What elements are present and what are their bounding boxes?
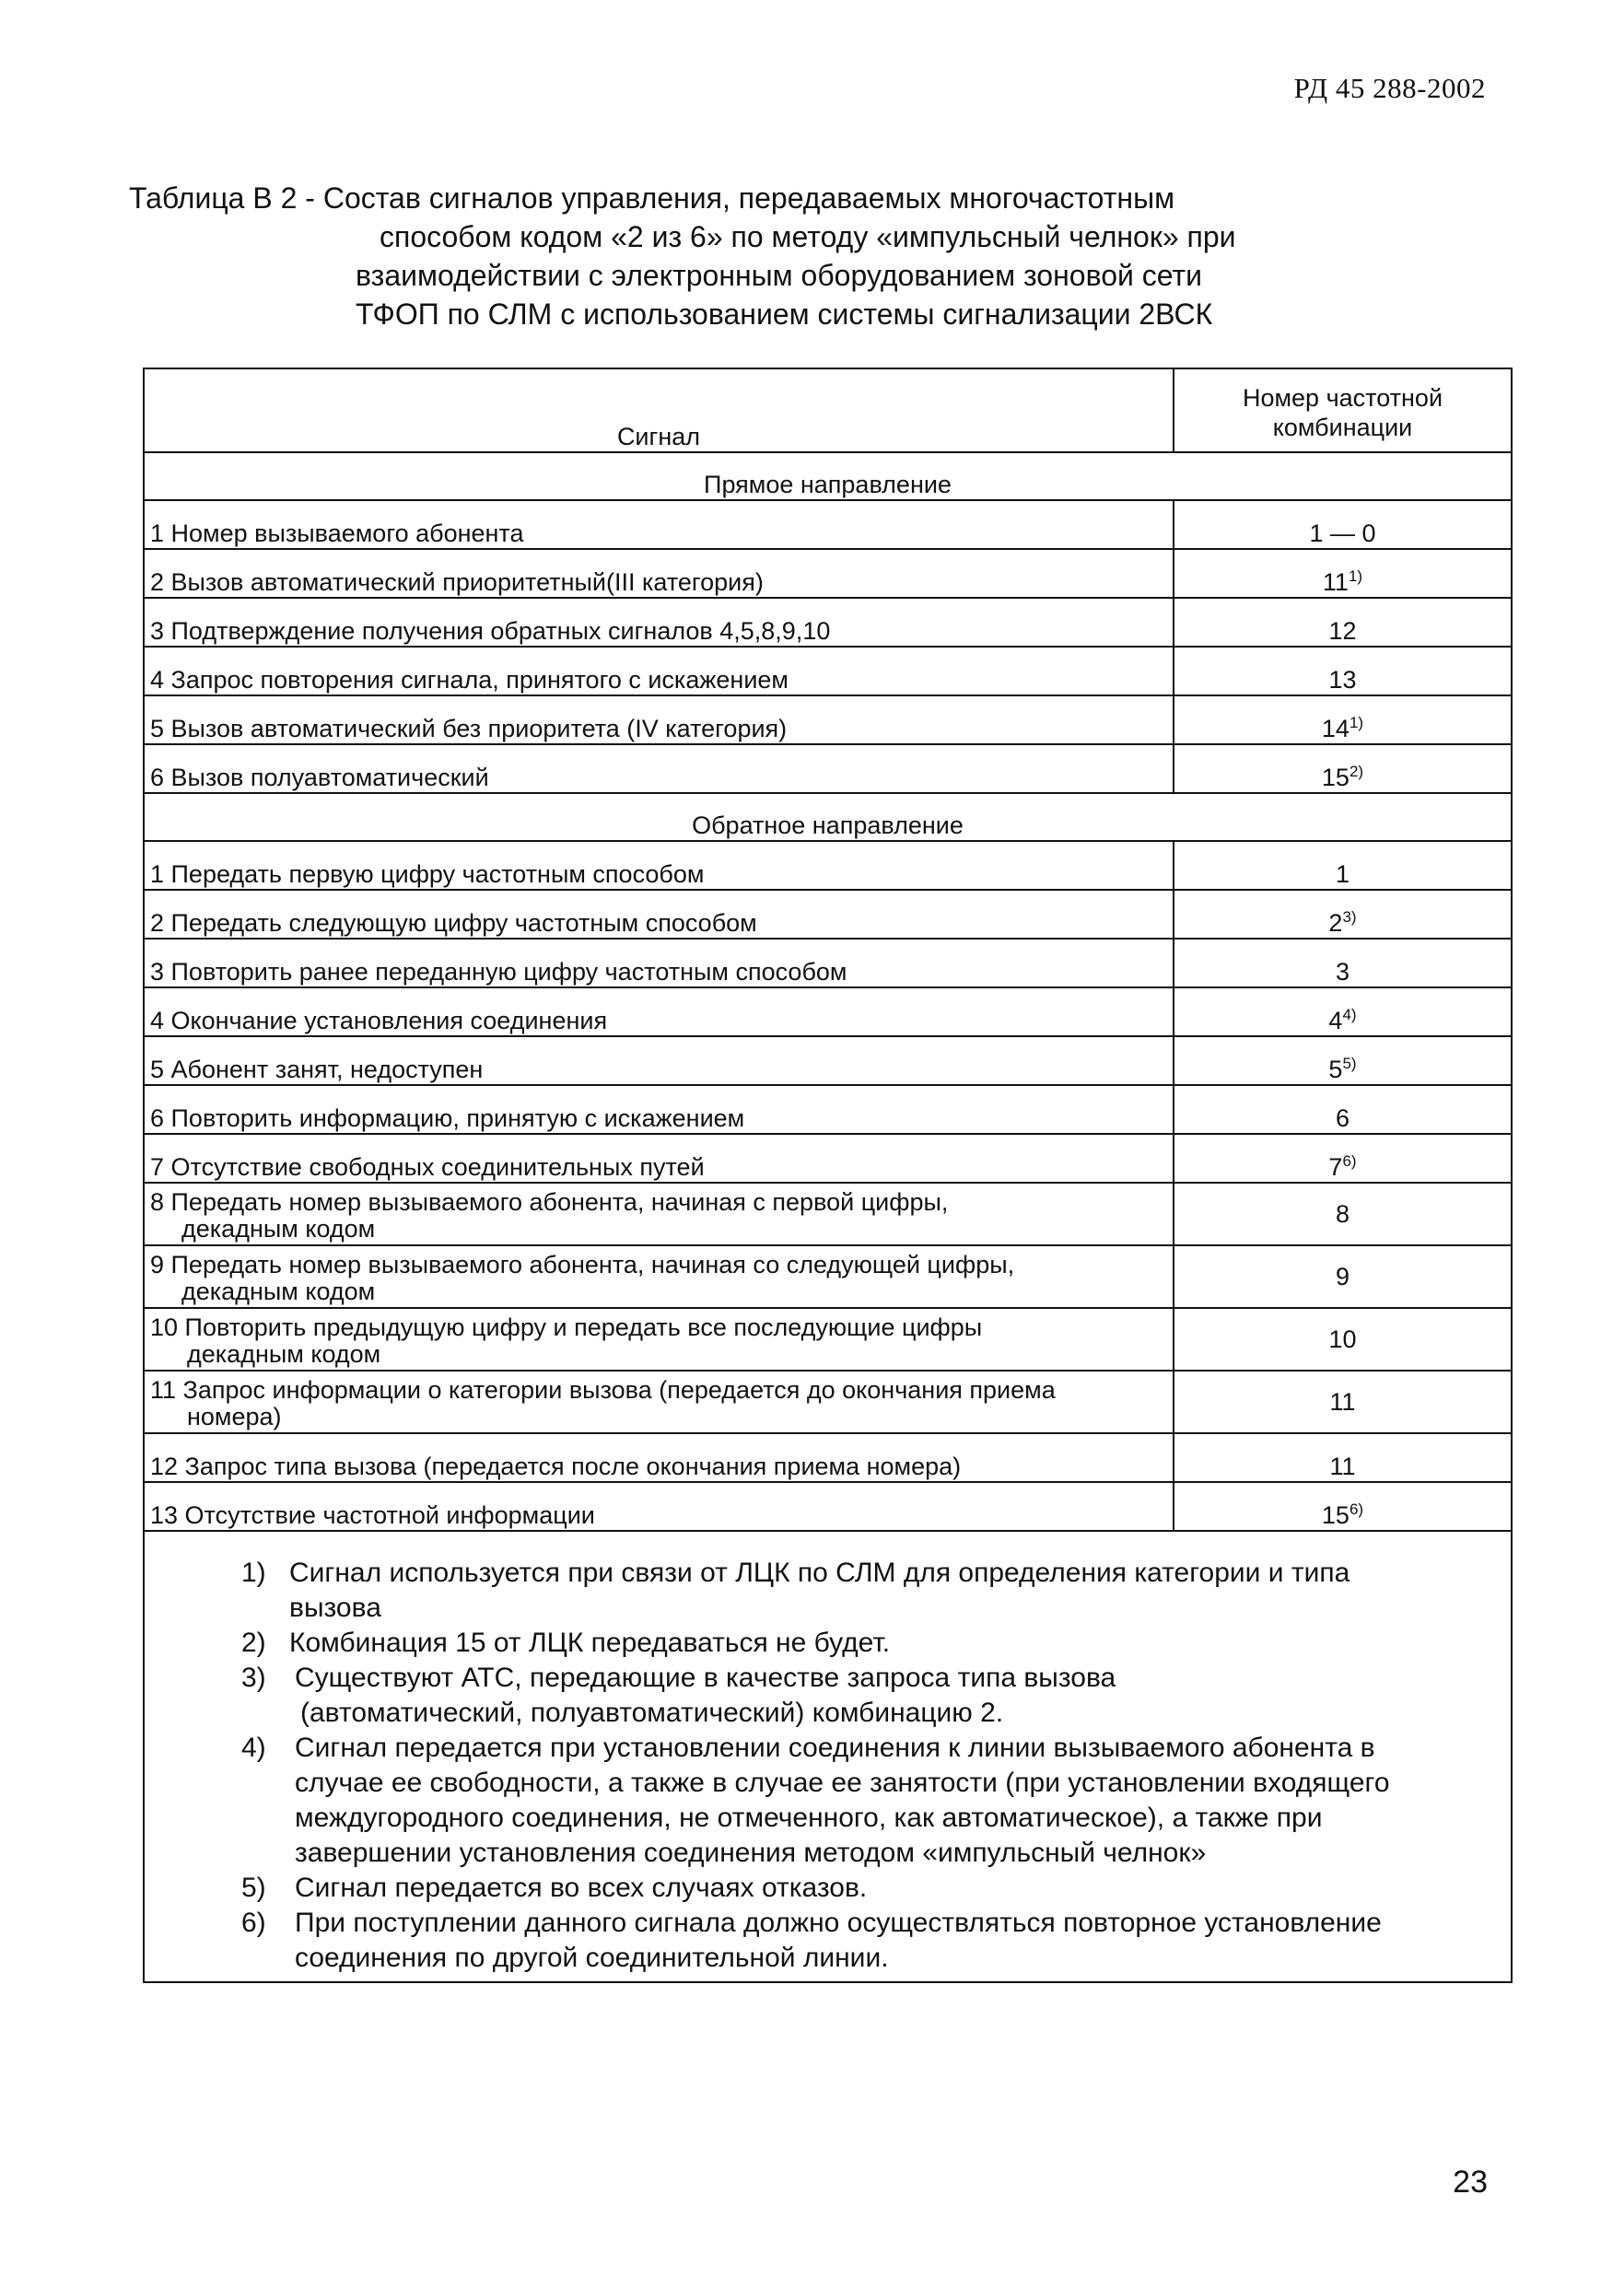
number-cell: 11 xyxy=(1174,1371,1511,1433)
signals-table xyxy=(143,368,1513,1983)
footnote-ref: 2) xyxy=(1349,763,1364,780)
number-value: 4 xyxy=(1328,1007,1343,1034)
section-row-forward xyxy=(145,452,1511,500)
page-number: 23 xyxy=(1453,2165,1488,2200)
number-value: 1 xyxy=(1335,860,1350,888)
note-line: При поступлении данного сигнала должно осуществляться повторное установление xyxy=(295,1908,1382,1938)
caption-line-2: способом кодом «2 из 6» по методу «импульсный челнок» при xyxy=(380,220,1236,253)
number-value: 3 xyxy=(1335,958,1350,986)
note-text xyxy=(289,1556,1511,1626)
signal-cell xyxy=(145,1308,1174,1371)
note-item xyxy=(145,1906,1511,1976)
number-cell xyxy=(1174,744,1511,793)
footnote-ref: 4) xyxy=(1342,1006,1357,1023)
signal-cell: 1 Номер вызываемого абонента xyxy=(145,500,1174,549)
header-signal: Сигнал xyxy=(145,369,1174,452)
number-cell xyxy=(1174,1134,1511,1183)
footnote-ref: 6) xyxy=(1349,1500,1364,1518)
caption-line-1: Таблица В 2 - Состав сигналов управления, передаваемых многочастотным xyxy=(129,181,1175,215)
signal-cell: 3 Подтверждение получения обратных сигналов 4,5,8,9,10 xyxy=(145,598,1174,647)
table-row xyxy=(145,695,1511,744)
table-row xyxy=(145,647,1511,695)
footnote-ref: 6) xyxy=(1342,1152,1357,1170)
number-cell xyxy=(1174,549,1511,598)
section-backward-label: Обратное направление xyxy=(145,793,1511,841)
table-row xyxy=(145,890,1511,939)
note-number: 4) xyxy=(241,1733,266,1763)
footnote-ref: 5) xyxy=(1342,1055,1357,1072)
note-text xyxy=(289,1661,1511,1731)
note-number: 6) xyxy=(241,1908,266,1938)
signal-line-1: 8 Передать номер вызываемого абонента, начиная с первой цифры, xyxy=(150,1188,949,1216)
note-number: 5) xyxy=(241,1873,266,1903)
table-header-row xyxy=(145,369,1511,452)
signal-cell: 4 Запрос повторения сигнала, принятого с искажением xyxy=(145,647,1174,695)
table-row xyxy=(145,1482,1511,1531)
signal-line-2: номера) xyxy=(187,1403,282,1430)
note-text xyxy=(289,1906,1511,1976)
note-item xyxy=(145,1661,1511,1731)
document-number: РД 45 288-2002 xyxy=(1293,72,1486,104)
signal-line-1: 9 Передать номер вызываемого абонента, начиная со следующей цифры, xyxy=(150,1251,1015,1278)
number-value: 15 xyxy=(1321,1501,1349,1529)
footnote-ref: 1) xyxy=(1348,567,1363,585)
table-row xyxy=(145,841,1511,890)
number-cell xyxy=(1174,647,1511,695)
note-line: завершении установления соединения методом «импульсный челнок» xyxy=(295,1838,1207,1868)
signal-line-2: декадным кодом xyxy=(181,1278,376,1305)
note-text xyxy=(289,1731,1511,1871)
table-row xyxy=(145,549,1511,598)
note-item xyxy=(145,1871,1511,1906)
number-cell xyxy=(1174,987,1511,1036)
note-text xyxy=(289,1871,1511,1906)
number-cell xyxy=(1174,1482,1511,1531)
table-row xyxy=(145,1085,1511,1134)
footnote-ref: 3) xyxy=(1342,908,1357,926)
note-number: 2) xyxy=(241,1628,266,1658)
table-row xyxy=(145,939,1511,987)
signal-cell xyxy=(145,1245,1174,1308)
number-value: 14 xyxy=(1321,715,1349,742)
number-value: 12 xyxy=(1328,617,1357,645)
caption-line-3: взаимодействии с электронным оборудованием зоновой сети xyxy=(356,259,1203,292)
note-item xyxy=(145,1556,1511,1626)
table-notes xyxy=(145,1532,1511,1981)
note-line: Комбинация 15 от ЛЦК передаваться не будет. xyxy=(289,1628,891,1658)
number-cell xyxy=(1174,841,1511,890)
note-line: Сигнал передается при установлении соединения к линии вызываемого абонента в xyxy=(295,1733,1375,1763)
table-row xyxy=(145,1134,1511,1183)
note-text xyxy=(289,1626,1511,1661)
note-item xyxy=(145,1626,1511,1661)
note-line: (автоматический, полуавтоматический) комбинацию 2. xyxy=(300,1698,1004,1728)
number-cell: 9 xyxy=(1174,1245,1511,1308)
signal-line-1: 10 Повторить предыдущую цифру и передать все последующие цифры xyxy=(150,1313,983,1341)
table-row xyxy=(145,1036,1511,1085)
table-row xyxy=(145,1308,1511,1371)
note-item xyxy=(145,1731,1511,1871)
table-row xyxy=(145,500,1511,549)
signal-line-2: декадным кодом xyxy=(181,1215,376,1243)
note-line: вызова xyxy=(289,1593,381,1623)
table-row xyxy=(145,598,1511,647)
note-line: Сигнал передается во всех случаях отказов. xyxy=(295,1873,868,1903)
number-value: 2 xyxy=(1328,909,1343,937)
table-row xyxy=(145,987,1511,1036)
note-line: междугородного соединения, не отмеченного, как автоматическое), а также при xyxy=(295,1803,1323,1833)
number-value: 5 xyxy=(1328,1056,1343,1083)
number-cell xyxy=(1174,695,1511,744)
signal-cell: 1 Передать первую цифру частотным способом xyxy=(145,841,1174,890)
section-forward-label: Прямое направление xyxy=(145,452,1511,500)
number-value: 1 — 0 xyxy=(1309,519,1376,547)
table-row xyxy=(145,1245,1511,1308)
signal-cell xyxy=(145,1371,1174,1433)
signal-line-2: декадным кодом xyxy=(187,1340,381,1368)
number-value: 15 xyxy=(1321,764,1349,791)
table-row xyxy=(145,744,1511,793)
signal-cell: 12 Запрос типа вызова (передается после окончания приема номера) xyxy=(145,1433,1174,1482)
note-line: Существуют АТС, передающие в качестве запроса типа вызова xyxy=(295,1663,1116,1693)
number-cell xyxy=(1174,939,1511,987)
footnote-ref: 1) xyxy=(1349,714,1364,731)
number-cell: 8 xyxy=(1174,1183,1511,1245)
number-value: 13 xyxy=(1328,666,1357,694)
signal-cell: 3 Повторить ранее переданную цифру частотным способом xyxy=(145,939,1174,987)
number-cell xyxy=(1174,598,1511,647)
section-row-backward xyxy=(145,793,1511,841)
number-cell xyxy=(1174,890,1511,939)
signal-cell: 5 Абонент занят, недоступен xyxy=(145,1036,1174,1085)
note-line: соединения по другой соединительной линии. xyxy=(295,1943,889,1973)
signal-cell: 6 Вызов полуавтоматический xyxy=(145,744,1174,793)
signal-cell: 2 Вызов автоматический приоритетный(III категория) xyxy=(145,549,1174,598)
note-number: 3) xyxy=(241,1663,266,1693)
header-number-line1: Номер частотной xyxy=(1242,383,1443,412)
number-cell xyxy=(1174,500,1511,549)
signal-line-1: 11 Запрос информации о категории вызова (передается до окончания приема xyxy=(150,1376,1056,1404)
table-caption xyxy=(129,179,1419,333)
table-row xyxy=(145,1183,1511,1245)
signal-cell: 13 Отсутствие частотной информации xyxy=(145,1482,1174,1531)
header-combination-number xyxy=(1174,369,1511,452)
signal-cell xyxy=(145,1183,1174,1245)
number-cell xyxy=(1174,1433,1511,1482)
number-value: 11 xyxy=(1329,1453,1356,1480)
number-cell xyxy=(1174,1085,1511,1134)
signal-cell: 7 Отсутствие свободных соединительных путей xyxy=(145,1134,1174,1183)
table-row xyxy=(145,1371,1511,1433)
header-number-line2: комбинации xyxy=(1272,413,1413,441)
note-line: случае ее свободности, а также в случае ее занятости (при установлении входящего xyxy=(295,1768,1390,1798)
number-value: 7 xyxy=(1328,1153,1343,1181)
signal-cell: 6 Повторить информацию, принятую с искажением xyxy=(145,1085,1174,1134)
number-cell: 10 xyxy=(1174,1308,1511,1371)
note-number: 1) xyxy=(241,1558,266,1588)
signal-cell: 2 Передать следующую цифру частотным способом xyxy=(145,890,1174,939)
table-row xyxy=(145,1433,1511,1482)
number-cell xyxy=(1174,1036,1511,1085)
caption-line-4: ТФОП по СЛМ с использованием системы сигнализации 2ВСК xyxy=(356,298,1213,331)
note-line: Сигнал используется при связи от ЛЦК по СЛМ для определения категории и типа xyxy=(289,1558,1350,1588)
signal-cell: 4 Окончание установления соединения xyxy=(145,987,1174,1036)
signal-cell: 5 Вызов автоматический без приоритета (IV категория) xyxy=(145,695,1174,744)
number-value: 11 xyxy=(1322,568,1349,596)
number-value: 6 xyxy=(1335,1104,1350,1132)
